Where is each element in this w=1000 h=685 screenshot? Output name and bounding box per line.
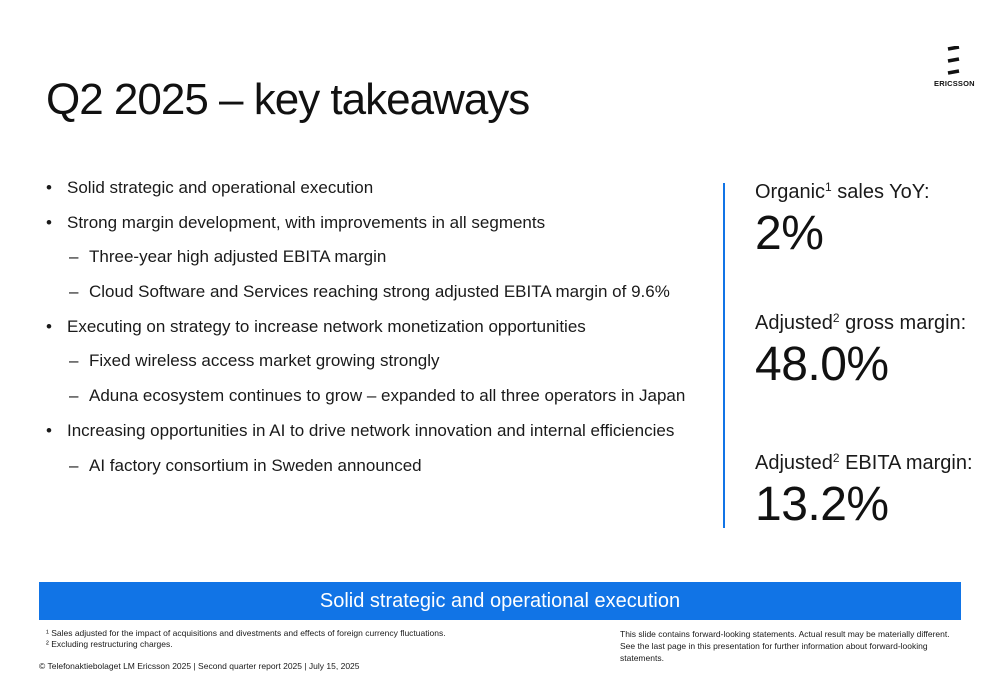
- logo-wordmark: ERICSSON: [934, 79, 975, 88]
- copyright-footer: © Telefonaktiebolaget LM Ericsson 2025 | Second quarter report 2025 | July 15, 2025: [39, 661, 360, 671]
- sub-bullet-text: Cloud Software and Services reaching strong adjusted EBITA margin of 9.6%: [89, 282, 670, 302]
- slide-title: Q2 2025 – key takeaways: [46, 75, 530, 125]
- footnote-ref: 1: [825, 180, 832, 194]
- dash-marker: –: [69, 282, 79, 302]
- dash-marker: –: [69, 247, 79, 267]
- forward-looking-disclaimer: This slide contains forward-looking statements. Actual result may be materially different. See the last page in this presentation for further information about forward-looking statements.: [620, 629, 950, 663]
- footnote-2: ² Excluding restructuring charges.: [46, 639, 173, 649]
- kpi-gross-margin: [755, 312, 966, 392]
- bullet-marker: •: [46, 178, 52, 197]
- kpi-value: 13.2%: [755, 478, 889, 531]
- kpi-divider: [723, 183, 725, 528]
- ericsson-logo-icon: [944, 46, 964, 76]
- kpi-label: Adjusted$^2$ gross margin:: [755, 311, 967, 334]
- footnotes: [46, 628, 546, 650]
- kpi-ebita-margin: [755, 452, 973, 532]
- bullet-item: [46, 421, 706, 441]
- summary-banner: [39, 582, 961, 620]
- kpi-organic-sales: [755, 181, 930, 261]
- sub-bullet-text: Aduna ecosystem continues to grow – expanded to all three operators in Japan: [89, 386, 686, 406]
- sub-bullet-item: [46, 247, 706, 267]
- kpi-value: 2%: [755, 207, 824, 260]
- ericsson-logo: [934, 46, 974, 90]
- takeaways-list: [46, 178, 706, 490]
- bullet-text: Strong margin development, with improvements in all segments: [67, 212, 546, 232]
- bullet-text: Increasing opportunities in AI to drive network innovation and internal efficiencies: [67, 420, 675, 440]
- footnote-ref: 2: [832, 311, 840, 325]
- bullet-item: [46, 213, 706, 233]
- sub-bullet-text: AI factory consortium in Sweden announced: [89, 455, 422, 475]
- sub-bullet-item: [46, 282, 706, 302]
- kpi-label: Adjusted$^2$ EBITA margin:: [755, 451, 973, 474]
- bullet-marker: •: [46, 212, 52, 232]
- kpi-value: 48.0%: [755, 338, 889, 391]
- kpi-label: Organic$^1$ sales YoY:: [755, 180, 930, 203]
- bullet-marker: •: [46, 316, 52, 336]
- bullet-item: [46, 317, 706, 337]
- footnote-1: ¹ Sales adjusted for the impact of acquisitions and divestments and effects of foreign currency fluctuations.: [46, 628, 446, 638]
- sub-bullet-item: [46, 456, 706, 476]
- bullet-marker: •: [46, 420, 52, 440]
- footnote-ref: 2: [832, 451, 840, 465]
- bullet-text: Executing on strategy to increase network monetization opportunities: [67, 316, 586, 336]
- dash-marker: –: [69, 455, 79, 475]
- banner-text: Solid strategic and operational execution: [319, 589, 681, 612]
- sub-bullet-item: [46, 386, 706, 406]
- sub-bullet-item: [46, 351, 706, 371]
- sub-bullet-text: Fixed wireless access market growing strongly: [89, 351, 440, 371]
- dash-marker: –: [69, 351, 79, 371]
- dash-marker: –: [69, 386, 79, 406]
- bullet-text: Solid strategic and operational execution: [67, 178, 374, 197]
- bullet-item: [46, 178, 706, 198]
- sub-bullet-text: Three-year high adjusted EBITA margin: [89, 247, 387, 267]
